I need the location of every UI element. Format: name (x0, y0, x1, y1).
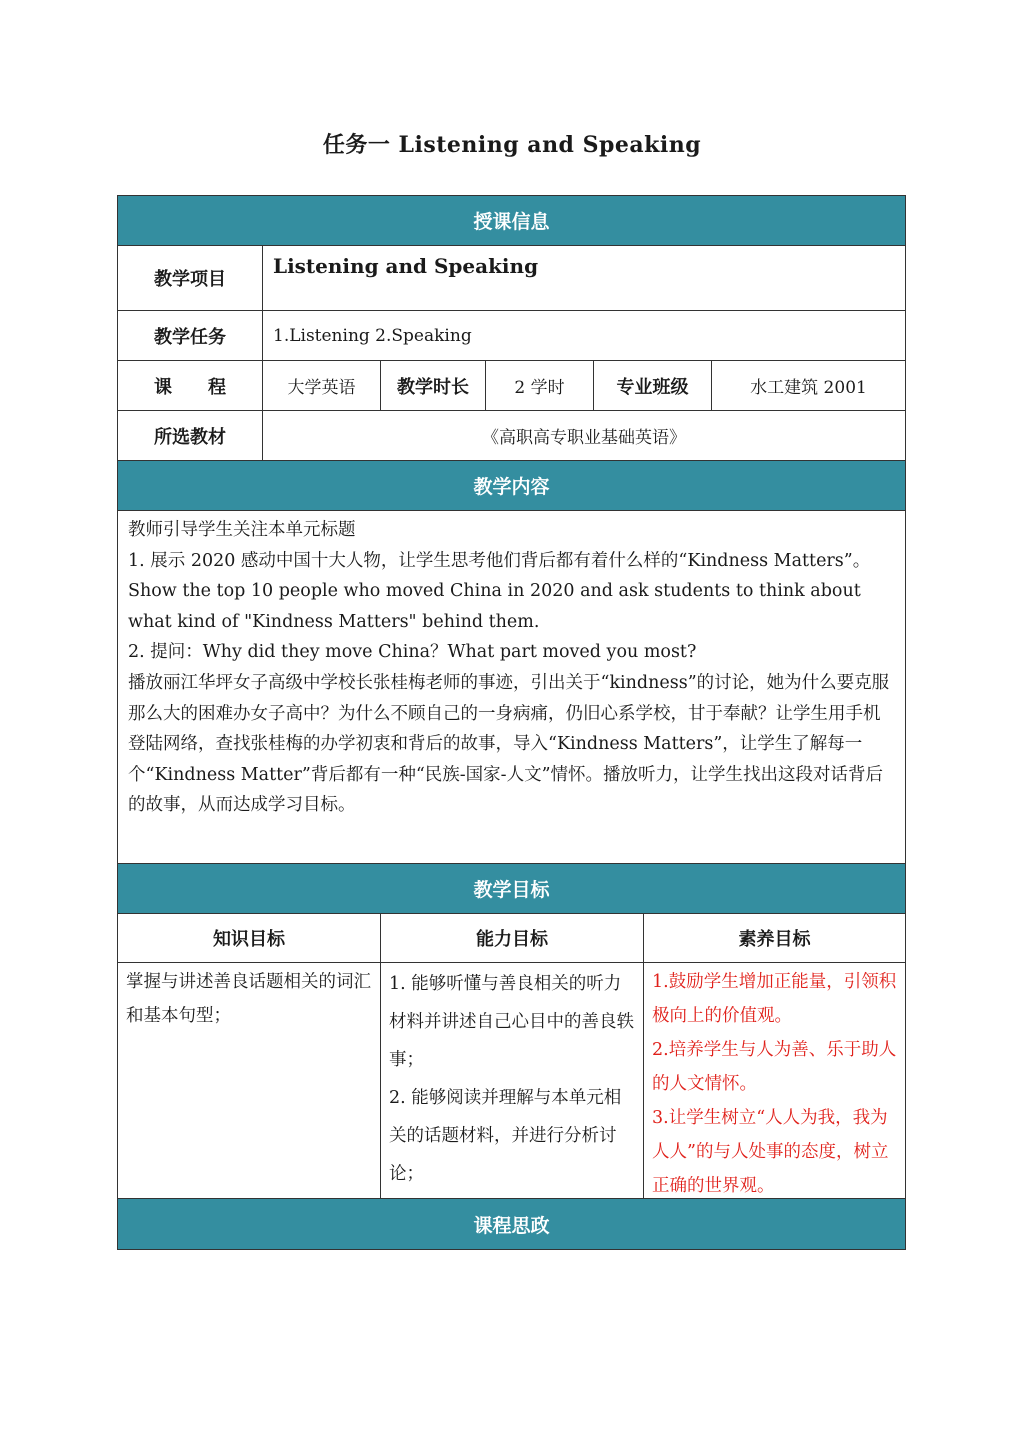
label-textbook: 所选教材 (118, 411, 263, 460)
value-textbook: 《高职高专职业基础英语》 (482, 428, 686, 448)
knowledge-goals (118, 963, 381, 1198)
literacy-goal-item: 1.鼓励学生增加正能量，引领积极向上的价值观。 (652, 972, 897, 1026)
section-header-content: 教学内容 (118, 461, 905, 511)
label-teaching-task: 教学任务 (118, 311, 263, 360)
ability-goal-item: 1. 能够听懂与善良相关的听力材料并讲述自己心目中的善良轶事； (389, 974, 634, 1070)
teaching-content (118, 511, 905, 864)
row-teaching-project (118, 246, 905, 311)
section-header-info: 授课信息 (118, 196, 905, 246)
ability-goals (381, 963, 644, 1198)
content-paragraph: 1. 展示 2020 感动中国十大人物，让学生思考他们背后都有着什么样的“Kindness Matters”。 (128, 550, 871, 571)
literacy-goal-item: 3.让学生树立“人人为我，我为人人”的与人处事的态度，树立正确的世界观。 (652, 1108, 889, 1196)
row-teaching-task (118, 311, 905, 361)
content-paragraph: Show the top 10 people who moved China in 2020 and ask students to think about what kind of "Kindness Matters" behind them. (128, 581, 861, 632)
content-paragraph: 教师引导学生关注本单元标题 (128, 520, 356, 540)
label-course: 课 程 (118, 361, 263, 410)
knowledge-goal-item: 掌握与讲述善良话题相关的词汇和基本句型； (126, 972, 371, 1026)
document-title: 任务一 Listening and Speaking (322, 132, 702, 158)
row-course (118, 361, 905, 411)
content-paragraph: 2. 提问：Why did they move China？What part moved you most? (128, 642, 697, 663)
lesson-plan-table (117, 195, 906, 1250)
section-header-goals: 教学目标 (118, 864, 905, 914)
value-teaching-project: Listening and Speaking (273, 254, 539, 278)
literacy-goal-item: 2.培养学生与人为善、乐于助人的人文情怀。 (652, 1040, 897, 1094)
label-teaching-hours: 教学时长 (381, 361, 486, 410)
value-teaching-hours: 2 学时 (486, 361, 594, 410)
value-class: 水工建筑 2001 (750, 378, 867, 398)
value-teaching-task: 1.Listening 2.Speaking (273, 325, 472, 346)
header-ability-goals: 能力目标 (381, 914, 644, 962)
label-class: 专业班级 (594, 361, 712, 410)
label-teaching-project: 教学项目 (118, 246, 263, 310)
header-literacy-goals: 素养目标 (738, 929, 811, 950)
value-course: 大学英语 (263, 361, 381, 410)
row-textbook (118, 411, 905, 461)
content-paragraph: 播放丽江华坪女子高级中学校长张桂梅老师的事迹，引出关于“kindness”的讨论，她为什么要克服那么大的困难办女子高中？为什么不顾自己的一身病痛，仍旧心系学校，甘于奉献？让学生用手机登陆网络，查找张桂梅的办学初衷和背后的故事，导入“Kindness Matters”，让学生了解每一个“Kindness Matter”背后都有一种“民族-国家-人文”情怀。播放听力，让学生找出这段对话背后的故事，从而达成学习目标。 (128, 672, 890, 816)
literacy-goals (644, 963, 905, 1198)
ability-goal-item: 2. 能够阅读并理解与本单元相关的话题材料，并进行分析讨论； (389, 1088, 622, 1184)
section-header-ideology: 课程思政 (118, 1199, 905, 1249)
goals-body-row (118, 963, 905, 1199)
header-knowledge-goals: 知识目标 (118, 914, 381, 962)
goals-header-row (118, 914, 905, 963)
